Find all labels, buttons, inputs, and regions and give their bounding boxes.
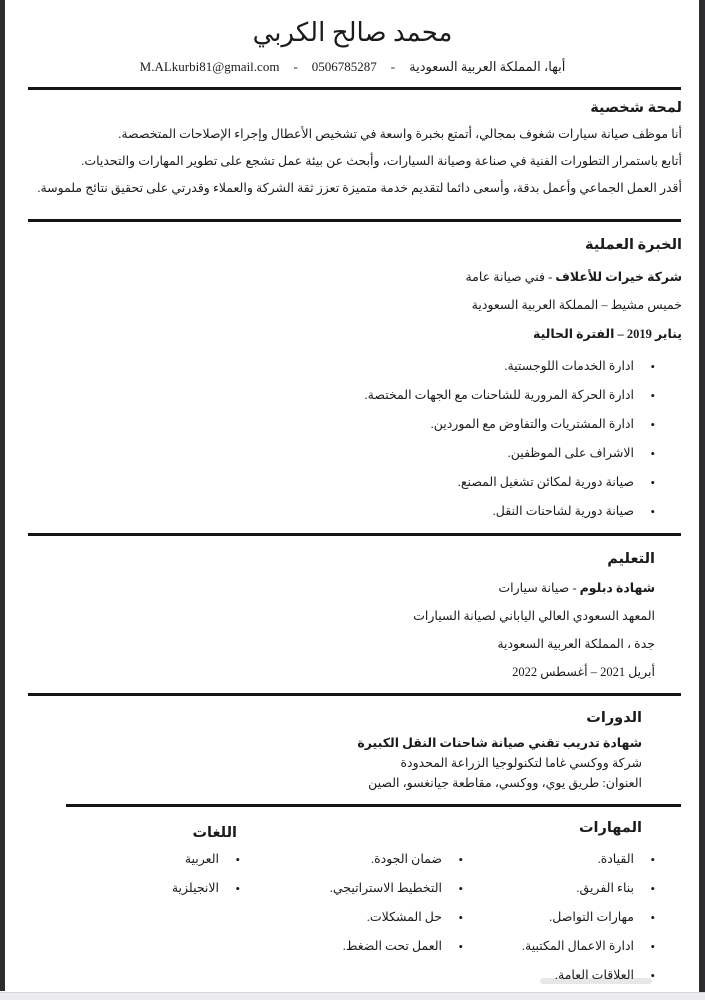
bullet-icon: • (650, 446, 655, 461)
education-section-title: التعليم (607, 551, 655, 567)
skills-column-general (522, 850, 655, 995)
skill-item (522, 966, 655, 986)
education-degree-line (0, 578, 705, 598)
contact-location: أبها، المملكة العربية السعودية (409, 59, 566, 74)
duty-item (0, 473, 655, 493)
skill-item (330, 879, 463, 899)
bullet-icon: • (650, 504, 655, 519)
section-divider (28, 693, 681, 696)
section-divider (28, 219, 681, 222)
job-role: - فني صيانة عامة (465, 270, 556, 284)
contact-separator: - (293, 59, 298, 74)
course-certificate: شهادة تدريب تقني صيانة شاحنات النقل الكبيرة (357, 736, 642, 750)
skills-column-professional (330, 850, 463, 966)
skill-item (522, 850, 655, 870)
language-item (172, 850, 240, 870)
bullet-icon: • (458, 910, 463, 925)
duty-text: ادارة الخدمات اللوجستية. (504, 359, 634, 373)
skill-text: التخطيط الاستراتيجي. (329, 881, 442, 895)
bullet-icon: • (650, 475, 655, 490)
bullet-icon: • (458, 881, 463, 896)
skill-text: العلاقات العامة. (554, 968, 634, 982)
section-divider (28, 533, 681, 536)
skill-text: ضمان الجودة. (370, 852, 442, 866)
skill-item (522, 937, 655, 957)
bullet-icon: • (650, 417, 655, 432)
skill-text: حل المشكلات. (366, 910, 442, 924)
skill-text: ادارة الاعمال المكتبية. (521, 939, 634, 953)
experience-period: يناير 2019 – الفترة الحالية (532, 327, 682, 341)
skill-text: مهارات التواصل. (549, 910, 634, 924)
contact-phone: 0506785287 (311, 59, 377, 74)
summary-line: أنا موظف صيانة سيارات شغوف بمجالي، أتمتع بخبرة واسعة في تشخيص الأعطال وإجراء الإصلاحات المتخصصة. (118, 127, 682, 141)
duty-text: صيانة دورية لشاحنات النقل. (492, 504, 634, 518)
skill-item (330, 937, 463, 957)
bullet-icon: • (650, 968, 655, 983)
duty-item (0, 415, 655, 435)
skills-section (0, 807, 705, 997)
bullet-icon: • (650, 359, 655, 374)
education-period: أبريل 2021 – أغسطس 2022 (512, 665, 655, 679)
course-provider: شركة ووكسي غاما لتكنولوجيا الزراعة المحدودة (400, 756, 642, 770)
duty-text: الاشراف على الموظفين. (507, 446, 634, 460)
language-item (172, 879, 240, 899)
skill-text: القيادة. (597, 852, 634, 866)
duty-text: ادارة المشتريات والتفاوض مع الموردين. (430, 417, 634, 431)
duty-item (0, 386, 655, 406)
duty-text: ادارة الحركة المرورية للشاحنات مع الجهات المختصة. (364, 388, 634, 402)
bullet-icon: • (650, 881, 655, 896)
experience-section-title: الخبرة العملية (585, 237, 682, 253)
language-text: الانجيلزية (171, 881, 219, 895)
education-location: جدة ، المملكة العربية السعودية (497, 637, 655, 651)
experience-location: خميس مشيط – المملكة العربية السعودية (471, 298, 682, 312)
duty-item (0, 444, 655, 464)
bullet-icon: • (235, 852, 240, 867)
candidate-name: محمد صالح الكربي (252, 18, 453, 47)
contact-line (0, 57, 705, 77)
bullet-icon: • (650, 939, 655, 954)
languages-section-title: اللغات (192, 825, 237, 841)
languages-column (172, 850, 240, 908)
summary-section-title: لمحة شخصية (590, 100, 682, 116)
duty-item (0, 357, 655, 377)
degree-major: - صيانة سيارات (498, 581, 580, 595)
contact-email: M.ALkurbi81@gmail.com (139, 59, 280, 74)
company-name: شركة خيرات للأعلاف (555, 270, 682, 284)
bullet-icon: • (650, 910, 655, 925)
skills-section-title: المهارات (578, 820, 642, 836)
courses-section-title: الدورات (586, 710, 642, 726)
language-text: العربية (184, 852, 219, 866)
skill-text: العمل تحت الضغط. (342, 939, 442, 953)
skill-item (330, 908, 463, 928)
contact-separator: - (390, 59, 396, 74)
degree-name: شهادة دبلوم (579, 581, 655, 595)
course-address: العنوان: طريق يوي، ووكسي، مقاطعة جيانغسو، الصين (368, 776, 642, 790)
duty-item (0, 502, 655, 522)
duty-text: صيانة دورية لمكائن تشغيل المصنع. (457, 475, 634, 489)
bullet-icon: • (458, 852, 463, 867)
skill-text: بناء الفريق. (576, 881, 634, 895)
skill-item (522, 908, 655, 928)
bullet-icon: • (650, 388, 655, 403)
bullet-icon: • (235, 881, 240, 896)
bullet-icon: • (650, 852, 655, 867)
skill-item (522, 879, 655, 899)
duties-list (0, 357, 705, 522)
summary-line: أتابع باستمرار التطورات الفنية في صناعة وصيانة السيارات، وأبحث عن بيئة عمل تشجع على تطوير المهارات والتحديات. (81, 154, 682, 168)
experience-company-line (0, 267, 705, 287)
summary-line: أقدر العمل الجماعي وأعمل بدقة، وأسعى دائما لتقديم خدمة متميزة تعزز ثقة الشركة والعملاء وقدرتي على تحقيق نتائج ملموسة. (37, 181, 682, 195)
education-institute: المعهد السعودي العالي الياباني لصيانة السيارات (413, 609, 655, 623)
summary-paragraph (0, 121, 705, 202)
section-divider (28, 87, 681, 90)
skill-item (330, 850, 463, 870)
bullet-icon: • (458, 939, 463, 954)
